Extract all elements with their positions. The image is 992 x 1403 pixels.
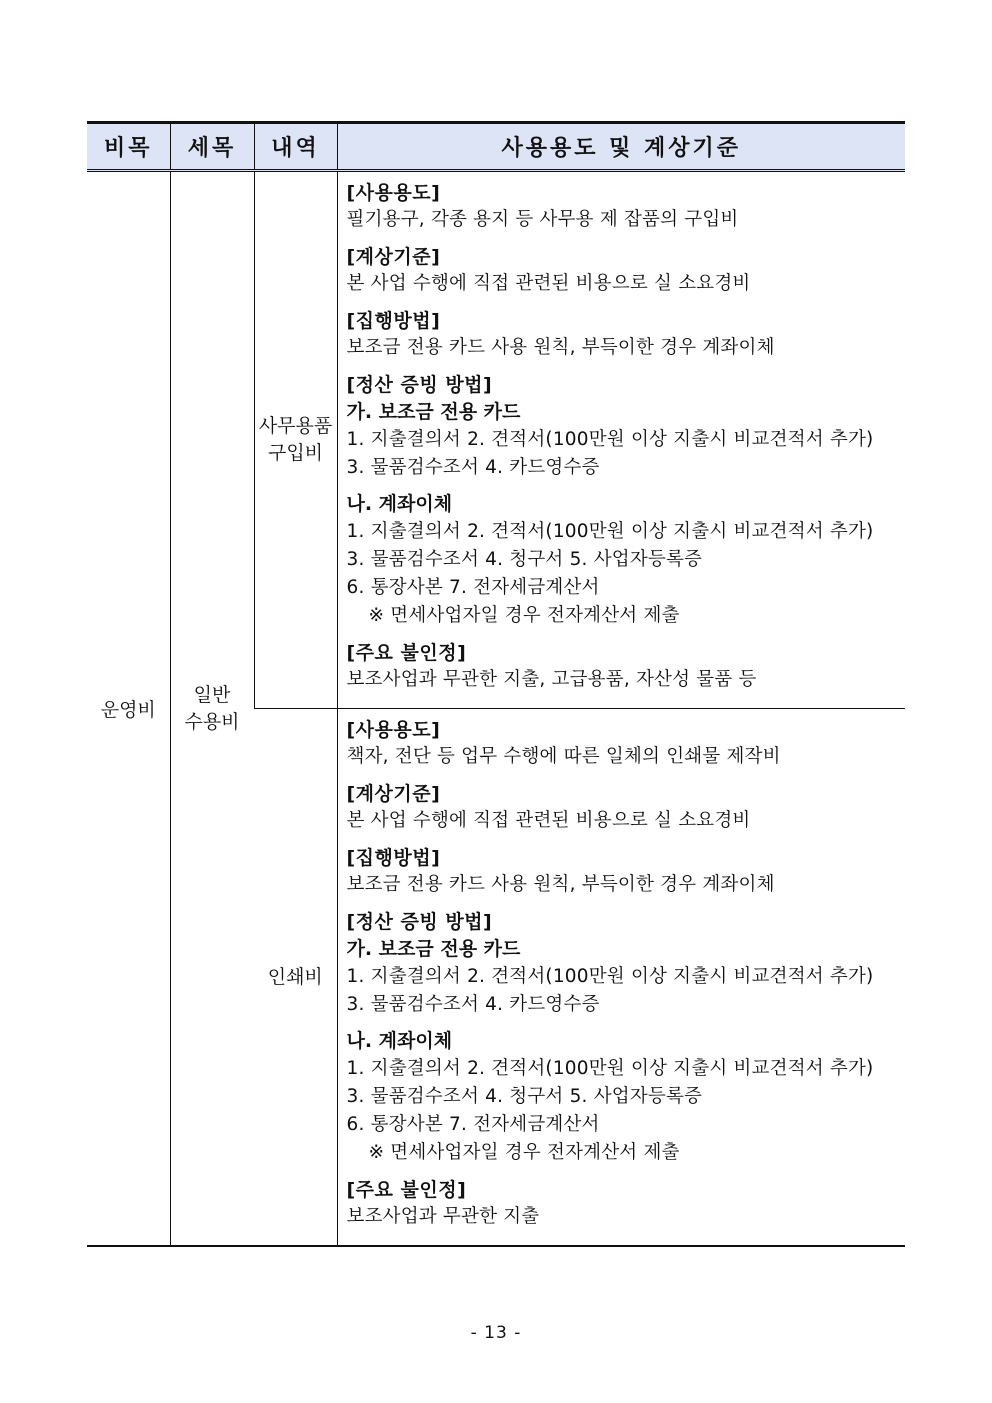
item-cell: [254, 171, 337, 709]
header-category: 비목: [87, 123, 170, 171]
note-line: ※ 면세사업자일 경우 전자계산서 제출: [368, 1142, 680, 1163]
list-line: 1. 지출결의서 2. 견적서(100만원 이상 지출시 비교견적서 추가): [346, 1058, 874, 1079]
section-text: 보조사업과 무관한 지출, 고급용품, 자산성 물품 등: [346, 669, 757, 690]
usage-section: [347, 717, 898, 771]
page-number: - 13 -: [470, 1323, 522, 1343]
subcategory-label-line: 수용비: [184, 710, 240, 733]
list-line: 1. 지출결의서 2. 견적서(100만원 이상 지출시 비교견적서 추가): [346, 966, 874, 987]
sub-title: 가. 보조금 전용 카드: [346, 401, 521, 423]
list-line: 6. 통장사본 7. 전자세금계산서: [346, 577, 600, 598]
criteria-section: [347, 781, 898, 835]
card-block: [347, 935, 898, 1019]
list-line: 1. 지출결의서 2. 견적서(100만원 이상 지출시 비교견적서 추가): [346, 429, 874, 450]
list-line: 3. 물품검수조서 4. 카드영수증: [346, 994, 600, 1015]
transfer-block: [347, 1027, 898, 1167]
header-subcategory: 세목: [170, 123, 254, 171]
evidence-section: [347, 909, 898, 1167]
sub-title: 나. 계좌이체: [346, 493, 453, 515]
category-cell: [87, 171, 170, 1247]
evidence-section: [347, 372, 898, 630]
disallow-section: [347, 640, 898, 694]
item-cell: [254, 709, 337, 1247]
transfer-block: [347, 490, 898, 630]
list-line: 3. 물품검수조서 4. 청구서 5. 사업자등록증: [346, 549, 703, 570]
list-line: 6. 통장사본 7. 전자세금계산서: [346, 1114, 600, 1135]
header-usage-criteria: 사용용도 및 계상기준: [337, 123, 905, 171]
section-title: [주요 불인정]: [346, 642, 467, 664]
method-section: [347, 845, 898, 899]
section-text: 본 사업 수행에 직접 관련된 비용으로 실 소요경비: [346, 273, 751, 294]
section-text: 필기용구, 각종 용지 등 사무용 제 잡품의 구입비: [346, 209, 739, 230]
section-text: 보조금 전용 카드 사용 원칙, 부득이한 경우 계좌이체: [346, 337, 775, 358]
section-title: [정산 증빙 방법]: [346, 374, 493, 396]
note-line: ※ 면세사업자일 경우 전자계산서 제출: [368, 605, 680, 626]
section-text: 본 사업 수행에 직접 관련된 비용으로 실 소요경비: [346, 810, 751, 831]
budget-table: [87, 121, 905, 1247]
item-name-line: 사무용품: [258, 415, 333, 437]
section-title: [사용용도]: [346, 182, 441, 204]
table-header-row: [87, 123, 905, 171]
section-title: [정산 증빙 방법]: [346, 911, 493, 933]
header-item: 내역: [254, 123, 337, 171]
method-section: [347, 308, 898, 362]
subcategory-cell: [170, 171, 254, 1247]
section-title: [계상기준]: [346, 783, 441, 805]
list-line: 1. 지출결의서 2. 견적서(100만원 이상 지출시 비교견적서 추가): [346, 521, 874, 542]
section-text: 책자, 전단 등 업무 수행에 따른 일체의 인쇄물 제작비: [346, 746, 781, 767]
section-title: [집행방법]: [346, 310, 441, 332]
section-title: [사용용도]: [346, 719, 441, 741]
subcategory-label-line: 일반: [193, 683, 231, 706]
item-name-line: 구입비: [267, 442, 324, 464]
list-line: 3. 물품검수조서 4. 카드영수증: [346, 457, 600, 478]
list-line: 3. 물품검수조서 4. 청구서 5. 사업자등록증: [346, 1086, 703, 1107]
category-label: 운영비: [100, 699, 156, 721]
criteria-section: [347, 244, 898, 298]
detail-cell: [337, 171, 905, 709]
table-row: [87, 171, 905, 709]
detail-cell: [337, 709, 905, 1247]
section-title: [계상기준]: [346, 246, 441, 268]
disallow-section: [347, 1177, 898, 1231]
usage-section: [347, 180, 898, 234]
sub-title: 가. 보조금 전용 카드: [346, 938, 521, 960]
section-title: [주요 불인정]: [346, 1179, 467, 1201]
section-text: 보조사업과 무관한 지출: [346, 1206, 540, 1227]
section-text: 보조금 전용 카드 사용 원칙, 부득이한 경우 계좌이체: [346, 874, 775, 895]
section-title: [집행방법]: [346, 847, 441, 869]
sub-title: 나. 계좌이체: [346, 1030, 453, 1052]
item-name-line: 인쇄비: [267, 965, 323, 988]
card-block: [347, 398, 898, 482]
